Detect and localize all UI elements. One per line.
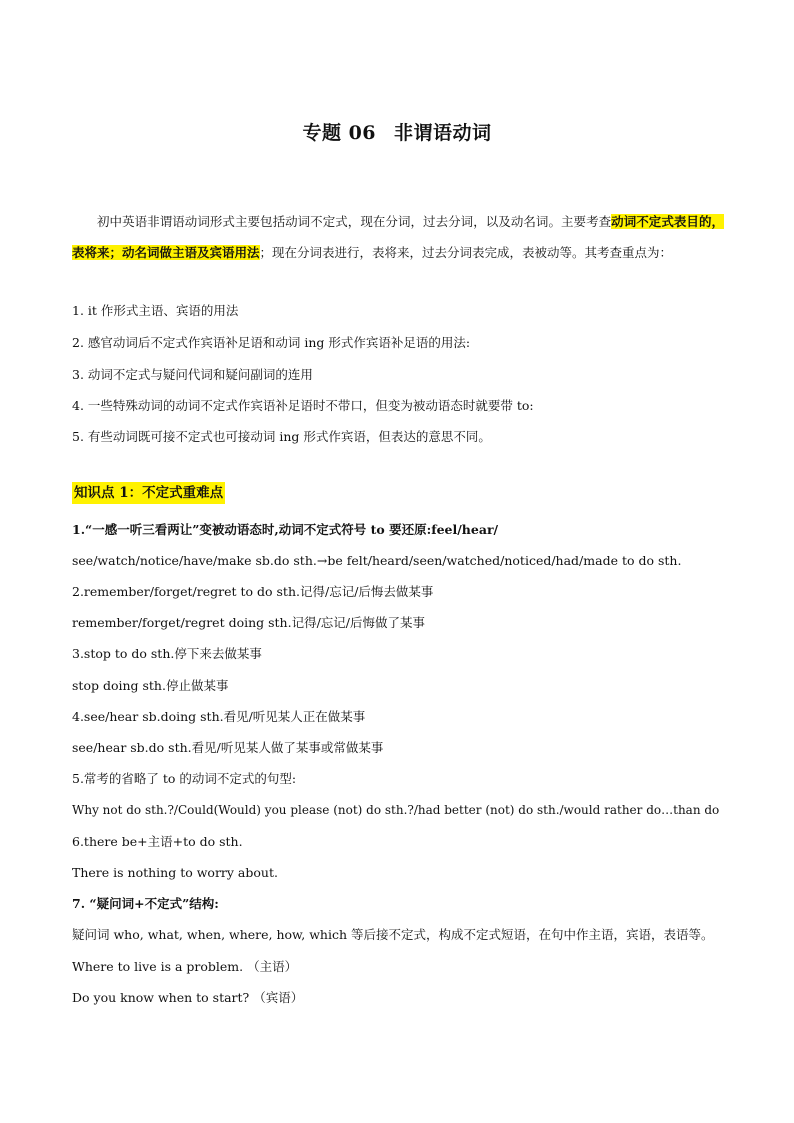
point-2: 2. 感官动词后不定式作宾语补足语和动词 ing 形式作宾语补足语的用法: <box>72 335 471 350</box>
page-title <box>0 118 794 145</box>
rule-4-line-b: see/hear sb.do sth.看见/听见某人做了某事或常做某事 <box>72 740 384 755</box>
rule-7-heading: 7. “疑问词+不定式”结构: <box>72 896 219 911</box>
intro-highlight: 动词不定式表目的，表将来；动名词做主语及宾语用法 <box>72 214 724 260</box>
rule-3-line-a: 3.stop to do sth.停下来去做某事 <box>72 646 262 661</box>
point-5: 5. 有些动词既可接不定式也可接动词 ing 形式作宾语，但表达的意思不同。 <box>72 429 491 444</box>
intro-paragraph <box>72 206 724 268</box>
title-main: 非谓语动词 <box>394 122 492 144</box>
rule-1-example: see/watch/notice/have/make sb.do sth.→be felt/heard/seen/watched/noticed/had/made to do sth. <box>72 553 682 568</box>
intro-text-after: ；现在分词表进行，表将来，过去分词表完成，表被动等。其考查重点为： <box>259 245 673 260</box>
title-prefix: 专题 06 <box>302 122 377 144</box>
rule-7-example-subject: Where to live is a problem. （主语） <box>72 959 298 974</box>
rule-5-example: Why not do sth.?/Could(Would) you please (not) do sth.?/had better (not) do sth./would rather do…than do <box>72 803 720 817</box>
section-heading: 知识点 1：不定式重难点 <box>72 482 225 504</box>
rule-1-heading: 1.“一感一听三看两让”变被动语态时,动词不定式符号 to 要还原:feel/hear/ <box>72 522 499 537</box>
point-1: 1. it 作形式主语、宾语的用法 <box>72 303 239 318</box>
rule-7-example-object: Do you know when to start? （宾语） <box>72 990 304 1005</box>
point-3: 3. 动词不定式与疑问代词和疑问副词的连用 <box>72 367 313 382</box>
rule-5-heading: 5.常考的省略了 to 的动词不定式的句型: <box>72 771 297 786</box>
rule-4-line-a: 4.see/hear sb.doing sth.看见/听见某人正在做某事 <box>72 709 366 724</box>
rule-2-line-a: 2.remember/forget/regret to do sth.记得/忘记/后悔去做某事 <box>72 584 434 599</box>
rule-6-example: There is nothing to worry about. <box>72 865 278 880</box>
point-4: 4. 一些特殊动词的动词不定式作宾语补足语时不带口，但变为被动语态时就要带 to: <box>72 398 534 413</box>
rule-3-line-b: stop doing sth.停止做某事 <box>72 678 229 693</box>
rule-7-description: 疑问词 who, what, when, where, how, which 等后接不定式，构成不定式短语，在句中作主语，宾语，表语等。 <box>72 927 714 942</box>
intro-text-before: 初中英语非谓语动词形式主要包括动词不定式，现在分词，过去分词，以及动名词。主要考查 <box>97 214 612 229</box>
rule-6-heading: 6.there be+主语+to do sth. <box>72 834 243 849</box>
rule-2-line-b: remember/forget/regret doing sth.记得/忘记/后悔做了某事 <box>72 615 426 630</box>
